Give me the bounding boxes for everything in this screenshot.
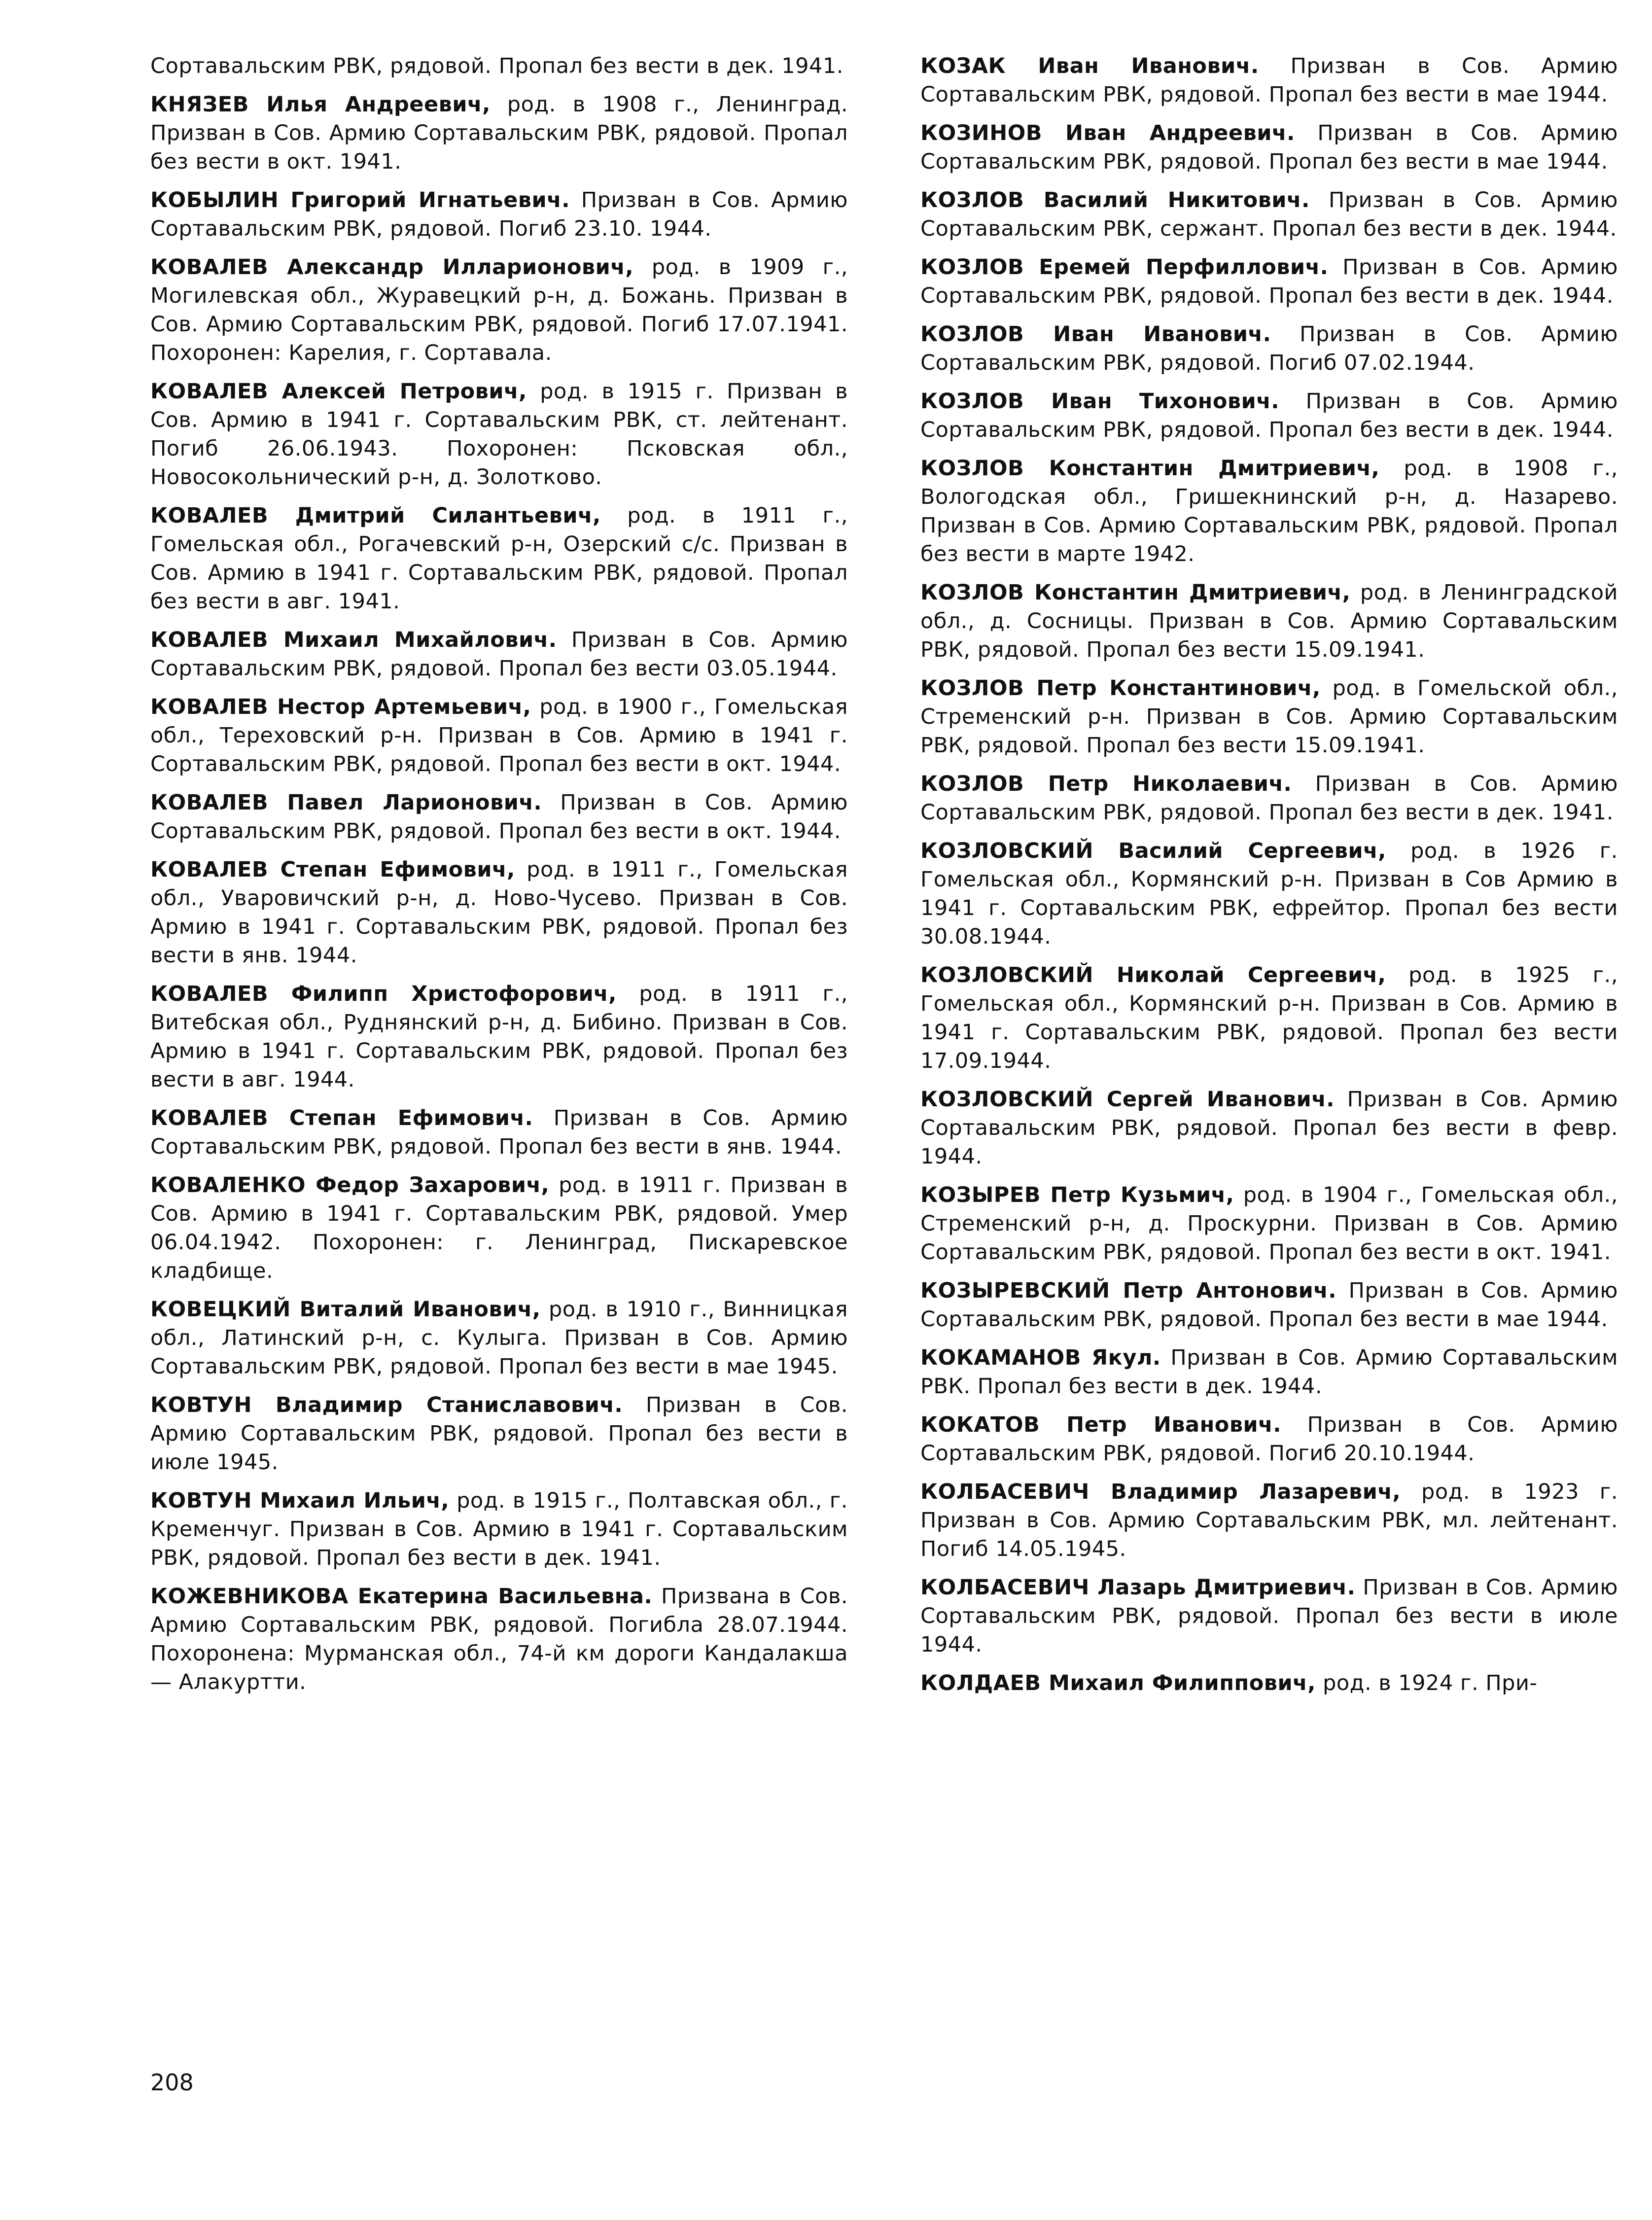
entry <box>920 1181 1618 1267</box>
entry <box>920 52 1618 109</box>
entry <box>920 770 1618 827</box>
entry <box>150 980 848 1094</box>
entry-name: КОЗЛОВ Петр Константинович, <box>920 676 1321 701</box>
entry-name: КОВТУН Владимир Станиславович. <box>150 1393 623 1417</box>
entry <box>920 674 1618 760</box>
entry-name: КОЗЛОВСКИЙ Николай Сергеевич, <box>920 963 1386 987</box>
entry-text: Призван в Сов. Армию Сортавальским РВК, рядовой. Пропал без вести в мае 1944. <box>920 1278 1618 1332</box>
entry-name: КОБЫЛИН Григорий Игнатьевич. <box>150 188 570 212</box>
entry-text: Призван в Сов. Армию Сортавальским РВК, сержант. Пропал без вести в дек. 1944. <box>920 188 1618 241</box>
entry <box>150 52 848 80</box>
entry-text: род. в 1908 г., Вологодская обл., Гришекнинский р-н, д. Назарево. Призван в Сов. Армию Сортавальским РВК, рядовой. Пропал без вести в марте 1942. <box>920 456 1618 566</box>
entry-name: КОЗЛОВ Иван Тихонович. <box>920 389 1280 414</box>
entry-text: род. в 1911 г., Гомельская обл., Рогачевский р-н, Озерский с/с. Призван в Сов. Армию в 1941 г. Сортавальским РВК, рядовой. Пропал без вести в авг. 1941. <box>150 503 848 614</box>
entry-text: Призван в Сов. Армию Сортавальским РВК, рядовой. Пропал без вести в окт. 1944. <box>150 790 848 844</box>
entry <box>920 186 1618 243</box>
entry-text: род. в 1915 г. Призван в Сов. Армию в 1941 г. Сортавальским РВК, ст. лейтенант. Погиб 26.06.1943. Похоронен: Псковская обл., Новосокольнический р-н, д. Золотково. <box>150 379 848 490</box>
entry-name: КОВАЛЕНКО Федор Захарович, <box>150 1173 550 1198</box>
entry-text: Призван в Сов. Армию Сортавальским РВК, рядовой. Пропал без вести в мае 1944. <box>920 121 1618 174</box>
entry <box>150 377 848 492</box>
entry-text: род. в 1909 г., Могилевская обл., Журавецкий р-н, д. Божань. Призван в Сов. Армию Сортавальским РВК, рядовой. Погиб 17.07.1941. Похоронен: Карелия, г. Сортавала. <box>150 255 848 365</box>
entry <box>150 90 848 176</box>
entry <box>150 1171 848 1285</box>
entry-name: КОКАМАНОВ Якул. <box>920 1345 1161 1370</box>
entry-text: род. в 1924 г. При- <box>1315 1671 1538 1695</box>
entry <box>920 961 1618 1075</box>
entry <box>150 1582 848 1696</box>
entry-text: Призван в Сов. Армию Сортавальским РВК, рядовой. Пропал без вести в июле 1945. <box>150 1393 848 1475</box>
entry <box>150 693 848 778</box>
entry-text: род. в 1911 г., Гомельская обл., Уваровичский р-н, д. Ново-Чусево. Призван в Сов. Армию в 1941 г. Сортавальским РВК, рядовой. Пропал без вести в янв. 1944. <box>150 857 848 968</box>
entry-name: КОЗЛОВ Константин Дмитриевич, <box>920 456 1380 481</box>
entry <box>920 119 1618 176</box>
entry-text: Призван в Сов. Армию Сортавальским РВК, рядовой. Пропал без вести в февр. 1944. <box>920 1087 1618 1169</box>
entry <box>920 387 1618 444</box>
entry-text: Призван в Сов. Армию Сортавальским РВК, рядовой. Пропал без вести в дек. 1944. <box>920 255 1618 308</box>
entry-name: КОЗЛОВСКИЙ Сергей Иванович. <box>920 1087 1335 1112</box>
entry-name: КОЗЛОВСКИЙ Василий Сергеевич, <box>920 839 1386 863</box>
entry-name: КОЗЛОВ Иван Иванович. <box>920 322 1271 347</box>
entry-text: Призван в Сов. Армию Сортавальским РВК, рядовой. Пропал без вести в мае 1944. <box>920 54 1618 107</box>
entry <box>920 454 1618 568</box>
entry <box>150 186 848 243</box>
entry-name: КОВАЛЕВ Степан Ефимович. <box>150 1106 533 1130</box>
entry-text: Призван в Сов. Армию Сортавальским РВК, рядовой. Погиб 23.10. 1944. <box>150 188 848 241</box>
entry <box>920 1410 1618 1468</box>
entry-name: КОЖЕВНИКОВА Екатерина Васильевна. <box>150 1584 653 1609</box>
entry <box>920 1478 1618 1563</box>
entry-text: род. в Ленинградской обл., д. Сосницы. Призван в Сов. Армию Сортавальским РВК, рядовой. Пропал без вести 15.09.1941. <box>920 580 1618 662</box>
entry-name: КОЗАК Иван Иванович. <box>920 54 1259 78</box>
entry-text: род. в 1908 г., Ленинград. Призван в Сов. Армию Сортавальским РВК, рядовой. Пропал без вести в окт. 1941. <box>150 92 848 174</box>
entry-name: КОЗЛОВ Василий Никитович. <box>920 188 1310 212</box>
entry-text: род. в 1925 г., Гомельская обл., Кормянский р-н. Призван в Сов. Армию в 1941 г. Сортавальским РВК, рядовой. Пропал без вести 17.09.1944. <box>920 963 1618 1073</box>
entry-text: род. в 1911 г., Витебская обл., Руднянский р-н, д. Бибино. Призван в Сов. Армию в 1941 г. Сортавальским РВК, рядовой. Пропал без вести в авг. 1944. <box>150 982 848 1092</box>
entry-name: КОВЕЦКИЙ Виталий Иванович, <box>150 1297 541 1322</box>
entry <box>920 1573 1618 1659</box>
entry <box>150 1486 848 1572</box>
entry <box>150 253 848 367</box>
entry-name: КОВАЛЕВ Степан Ефимович, <box>150 857 515 882</box>
entry-name: КОЗЛОВ Константин Дмитриевич, <box>920 580 1351 605</box>
entry <box>150 788 848 846</box>
entry-text: род. в 1900 г., Гомельская обл., Тереховский р-н. Призван в Сов. Армию в 1941 г. Сортавальским РВК, рядовой. Пропал без вести в окт. 1944. <box>150 695 848 776</box>
entry-text: Призван в Сов. Армию Сортавальским РВК, рядовой. Пропал без вести в дек. 1944. <box>920 389 1618 442</box>
entry-text: род. в 1915 г., Полтавская обл., г. Кременчуг. Призван в Сов. Армию в 1941 г. Сортавальским РВК, рядовой. Пропал без вести в дек. 1941. <box>150 1488 848 1570</box>
entry-name: КОЛБАСЕВИЧ Лазарь Дмитриевич. <box>920 1575 1356 1600</box>
entry-name: КНЯЗЕВ Илья Андреевич, <box>150 92 491 117</box>
entry-name: КОВАЛЕВ Дмитрий Силантьевич, <box>150 503 601 528</box>
entry <box>150 855 848 970</box>
entry-name: КОВАЛЕВ Михаил Михайлович. <box>150 628 557 652</box>
entry-name: КОВТУН Михаил Ильич, <box>150 1488 450 1513</box>
entry-text: Призван в Сов. Армию Сортавальским РВК, рядовой. Погиб 20.10.1944. <box>920 1412 1618 1466</box>
entry-text: род. в 1904 г., Гомельская обл., Стременский р-н, д. Проскурни. Призван в Сов. Армию Сортавальским РВК, рядовой. Пропал без вести в окт. 1941. <box>920 1183 1618 1265</box>
entry-name: КОВАЛЕВ Алексей Петрович, <box>150 379 527 404</box>
entry-text: Призвана в Сов. Армию Сортавальским РВК, рядовой. Погибла 28.07.1944. Похоронена: Мурманская обл., 74-й км дороги Кандалакша — Алакуртти. <box>150 1584 848 1694</box>
entry <box>920 1343 1618 1401</box>
left-column <box>150 52 848 1706</box>
entry-name: КОЗЛОВ Еремей Перфиллович. <box>920 255 1329 280</box>
entry <box>920 1085 1618 1171</box>
entry <box>920 837 1618 951</box>
entry-text: Сортавальским РВК, рядовой. Пропал без вести в дек. 1941. <box>150 54 844 78</box>
entry-name: КОВАЛЕВ Павел Ларионович. <box>150 790 542 815</box>
entry-text: род. в 1910 г., Винницкая обл., Латинский р-н, с. Кулыга. Призван в Сов. Армию Сортавальским РВК, рядовой. Пропал без вести в мае 1945. <box>150 1297 848 1379</box>
entry <box>150 1391 848 1477</box>
entry-text: Призван в Сов. Армию Сортавальским РВК. Пропал без вести в дек. 1944. <box>920 1345 1618 1399</box>
entry-name: КОЛБАСЕВИЧ Владимир Лазаревич, <box>920 1480 1401 1504</box>
entry-name: КОВАЛЕВ Филипп Христофорович, <box>150 982 617 1006</box>
entry <box>150 501 848 616</box>
entry-text: Призван в Сов. Армию Сортавальским РВК, рядовой. Пропал без вести в июле 1944. <box>920 1575 1618 1657</box>
entry <box>150 1104 848 1161</box>
entry-text: род. в 1923 г. Призван в Сов. Армию Сортавальским РВК, мл. лейтенант. Погиб 14.05.1945. <box>920 1480 1618 1561</box>
entry-text: Призван в Сов. Армию Сортавальским РВК, рядовой. Пропал без вести в дек. 1941. <box>920 772 1618 825</box>
entry <box>920 1276 1618 1334</box>
entry <box>920 1669 1618 1697</box>
entry-name: КОЛДАЕВ Михаил Филиппович, <box>920 1671 1316 1695</box>
entry-name: КОЗИНОВ Иван Андреевич. <box>920 121 1295 145</box>
entry <box>920 320 1618 377</box>
entry-name: КОЗЫРЕВСКИЙ Петр Антонович. <box>920 1278 1337 1303</box>
entry <box>920 253 1618 310</box>
entry-name: КОКАТОВ Петр Иванович. <box>920 1412 1282 1437</box>
entry-text: Призван в Сов. Армию Сортавальским РВК, рядовой. Пропал без вести в янв. 1944. <box>150 1106 848 1159</box>
entry <box>150 1295 848 1381</box>
entry-name: КОВАЛЕВ Нестор Артемьевич, <box>150 695 531 719</box>
entry-name: КОЗЫРЕВ Петр Кузьмич, <box>920 1183 1234 1207</box>
entry <box>920 578 1618 664</box>
entry-text: род. в 1911 г. Призван в Сов. Армию в 1941 г. Сортавальским РВК, рядовой. Умер 06.04.1942. Похоронен: г. Ленинград, Пискаревское кладбище. <box>150 1173 848 1283</box>
entry-text: Призван в Сов. Армию Сортавальским РВК, рядовой. Погиб 07.02.1944. <box>920 322 1618 375</box>
entry-name: КОВАЛЕВ Александр Илларионович, <box>150 255 634 280</box>
entry-text: род. в 1926 г. Гомельская обл., Кормянский р-н. Призван в Сов Армию в 1941 г. Сортавальским РВК, ефрейтор. Пропал без вести 30.08.1944. <box>920 839 1618 949</box>
entry-name: КОЗЛОВ Петр Николаевич. <box>920 772 1292 796</box>
entry-text: род. в Гомельской обл., Стременский р-н. Призван в Сов. Армию Сортавальским РВК, рядовой. Пропал без вести 15.09.1941. <box>920 676 1618 758</box>
entry <box>150 626 848 683</box>
page-number: 208 <box>150 2069 194 2096</box>
right-column <box>920 52 1618 1707</box>
entry-text: Призван в Сов. Армию Сортавальским РВК, рядовой. Пропал без вести 03.05.1944. <box>150 628 848 681</box>
